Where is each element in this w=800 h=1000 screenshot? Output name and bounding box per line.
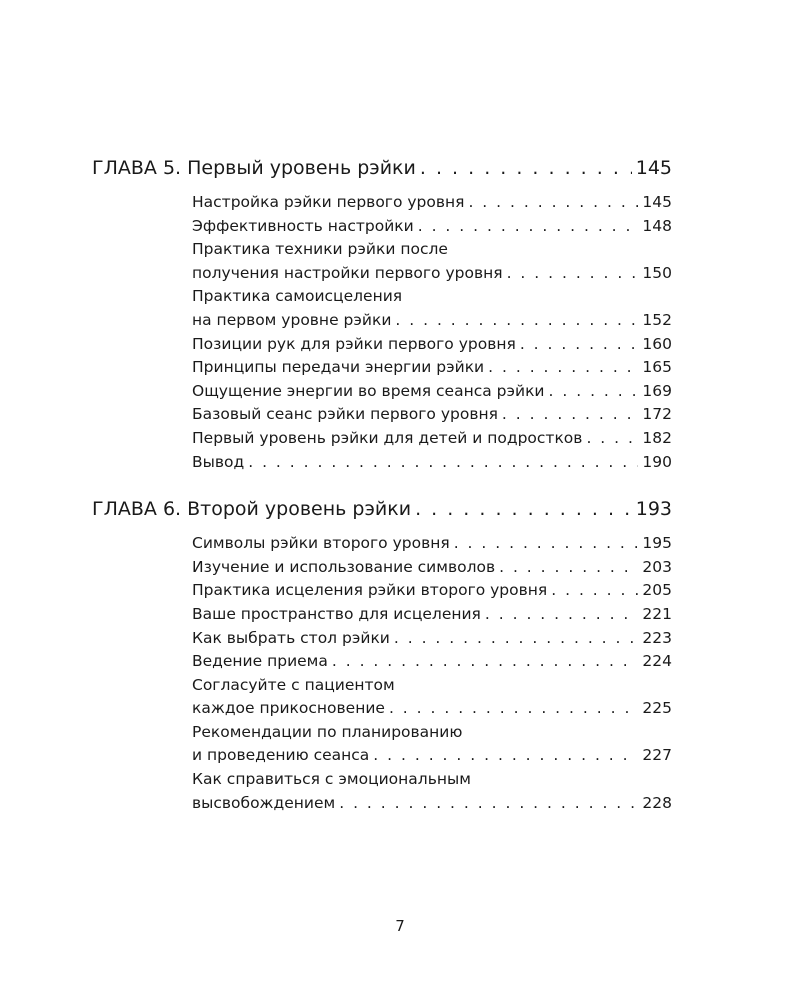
toc-entry-row bbox=[192, 603, 672, 627]
toc-entry[interactable] bbox=[192, 427, 672, 451]
toc-entry[interactable] bbox=[192, 721, 672, 768]
toc-entry[interactable] bbox=[192, 579, 672, 603]
toc-entry-line: Практика техники рэйки после bbox=[192, 240, 448, 259]
dot-leader bbox=[415, 496, 632, 522]
toc-entry-page-number: 221 bbox=[642, 604, 672, 623]
toc-entry-row bbox=[192, 309, 672, 333]
toc-entry-page-number: 223 bbox=[642, 628, 672, 647]
toc-entry-row bbox=[192, 356, 672, 380]
toc-entry-row bbox=[192, 427, 672, 451]
toc-entry-page-number: 150 bbox=[642, 263, 672, 282]
toc-entry-title: и проведению сеанса bbox=[192, 746, 370, 765]
toc-entry[interactable] bbox=[192, 238, 672, 285]
toc-entry[interactable] bbox=[192, 768, 672, 815]
toc-entry-title: Вывод bbox=[192, 452, 245, 471]
toc-entry-title: Базовый сеанс рэйки первого уровня bbox=[192, 405, 498, 424]
toc-entry[interactable] bbox=[192, 403, 672, 427]
toc-entry-title: каждое прикосновение bbox=[192, 699, 385, 718]
toc-entry-title: Эффективность настройки bbox=[192, 216, 414, 235]
toc-entry-title: Как выбрать стол рэйки bbox=[192, 628, 390, 647]
toc-entry-row bbox=[192, 579, 672, 603]
toc-entry-title: Ваше пространство для исцеления bbox=[192, 604, 481, 623]
toc-entry[interactable] bbox=[192, 356, 672, 380]
dot-leader bbox=[485, 603, 639, 627]
dot-leader bbox=[394, 627, 639, 651]
toc-entry-page-number: 148 bbox=[642, 216, 672, 235]
toc-entry-title: Принципы передачи энергии рэйки bbox=[192, 358, 485, 377]
toc-entry[interactable] bbox=[192, 191, 672, 215]
chapter-6 bbox=[92, 496, 672, 815]
toc-entry-title: Ведение приема bbox=[192, 652, 328, 671]
chapter-heading[interactable] bbox=[92, 496, 672, 522]
toc-entry-title: получения настройки первого уровня bbox=[192, 263, 503, 282]
toc-entry[interactable] bbox=[192, 674, 672, 721]
toc-entry-page-number: 203 bbox=[642, 557, 672, 576]
toc-entry[interactable] bbox=[192, 627, 672, 651]
toc-entry-line: Практика самоисцеления bbox=[192, 287, 403, 306]
toc-entry-row bbox=[192, 215, 672, 239]
toc-entry-row bbox=[192, 556, 672, 580]
toc-entry-line: Рекомендации по планированию bbox=[192, 722, 463, 741]
dot-leader bbox=[520, 333, 639, 357]
toc-entry-page-number: 190 bbox=[642, 452, 672, 471]
toc-entry-page-number: 195 bbox=[642, 534, 672, 553]
toc-entry[interactable] bbox=[192, 650, 672, 674]
toc-entry-row bbox=[192, 532, 672, 556]
toc-entry-page-number: 228 bbox=[642, 793, 672, 812]
section-list bbox=[92, 191, 672, 474]
toc-entry-row bbox=[192, 403, 672, 427]
toc-entry-title: Практика исцеления рэйки второго уровня bbox=[192, 581, 548, 600]
toc-entry-title: Позиции рук для рэйки первого уровня bbox=[192, 334, 516, 353]
chapter-5 bbox=[92, 155, 672, 474]
toc-entry-page-number: 227 bbox=[642, 746, 672, 765]
toc-entry-row bbox=[192, 380, 672, 404]
toc-entry-page-number: 165 bbox=[642, 358, 672, 377]
dot-leader bbox=[488, 356, 638, 380]
toc-entry-title: Ощущение энергии во время сеанса рэйки bbox=[192, 381, 545, 400]
toc-entry-title: Символы рэйки второго уровня bbox=[192, 534, 450, 553]
section-list bbox=[92, 532, 672, 815]
dot-leader bbox=[418, 215, 639, 239]
dot-leader bbox=[549, 380, 639, 404]
toc-entry-page-number: 182 bbox=[642, 428, 672, 447]
dot-leader bbox=[389, 697, 638, 721]
toc-entry-page-number: 145 bbox=[642, 193, 672, 211]
toc-entry[interactable] bbox=[192, 603, 672, 627]
toc-entry-title: Первый уровень рэйки для детей и подростков bbox=[192, 428, 583, 447]
toc-entry[interactable] bbox=[192, 380, 672, 404]
page-number: 7 bbox=[395, 917, 405, 935]
toc-entry-page-number: 225 bbox=[642, 699, 672, 718]
toc-entry[interactable] bbox=[192, 215, 672, 239]
dot-leader bbox=[468, 191, 638, 215]
toc-entry[interactable] bbox=[192, 532, 672, 556]
dot-leader bbox=[551, 579, 638, 603]
toc-entry-title: высвобождением bbox=[192, 793, 336, 812]
dot-leader bbox=[499, 556, 638, 580]
toc-entry[interactable] bbox=[192, 285, 672, 332]
toc-entry-line: Как справиться с эмоциональным bbox=[192, 770, 471, 789]
toc-entry-page-number: 224 bbox=[642, 652, 672, 671]
chapter-page-number: 193 bbox=[635, 498, 672, 521]
toc-entry-row bbox=[192, 451, 672, 475]
toc-entry-title: Настройка рэйки первого уровня bbox=[192, 193, 465, 211]
chapter-title: ГЛАВА 6. Второй уровень рэйки bbox=[92, 498, 412, 521]
toc-entry-row bbox=[192, 191, 672, 215]
toc-entry-row bbox=[192, 627, 672, 651]
toc-entry-page-number: 172 bbox=[642, 405, 672, 424]
dot-leader bbox=[332, 650, 639, 674]
toc-entry-row bbox=[192, 697, 672, 721]
toc-entry-page-number: 205 bbox=[642, 581, 672, 600]
dot-leader bbox=[339, 792, 638, 816]
toc-entry-row bbox=[192, 650, 672, 674]
chapter-page-number: 145 bbox=[635, 157, 672, 179]
dot-leader bbox=[248, 451, 638, 475]
toc-entry-title: на первом уровне рэйки bbox=[192, 310, 392, 329]
toc-entry[interactable] bbox=[192, 333, 672, 357]
chapter-heading[interactable] bbox=[92, 155, 672, 181]
toc-entry-title: Изучение и использование символов bbox=[192, 557, 496, 576]
dot-leader bbox=[373, 744, 638, 768]
toc-entry-page-number: 169 bbox=[642, 381, 672, 400]
dot-leader bbox=[507, 262, 639, 286]
toc-entry-page-number: 160 bbox=[642, 334, 672, 353]
toc-entry-row bbox=[192, 744, 672, 768]
toc-entry-page-number: 152 bbox=[642, 310, 672, 329]
toc-entry-row bbox=[192, 262, 672, 286]
toc-entry-line: Согласуйте с пациентом bbox=[192, 675, 395, 694]
table-of-contents bbox=[92, 155, 672, 815]
chapter-title: ГЛАВА 5. Первый уровень рэйки bbox=[92, 157, 416, 179]
toc-entry[interactable] bbox=[192, 556, 672, 580]
toc-entry[interactable] bbox=[192, 451, 672, 475]
dot-leader bbox=[420, 155, 632, 181]
toc-entry-row bbox=[192, 792, 672, 816]
dot-leader bbox=[395, 309, 638, 333]
toc-entry-row bbox=[192, 333, 672, 357]
dot-leader bbox=[454, 532, 639, 556]
dot-leader bbox=[502, 403, 638, 427]
dot-leader bbox=[586, 427, 638, 451]
